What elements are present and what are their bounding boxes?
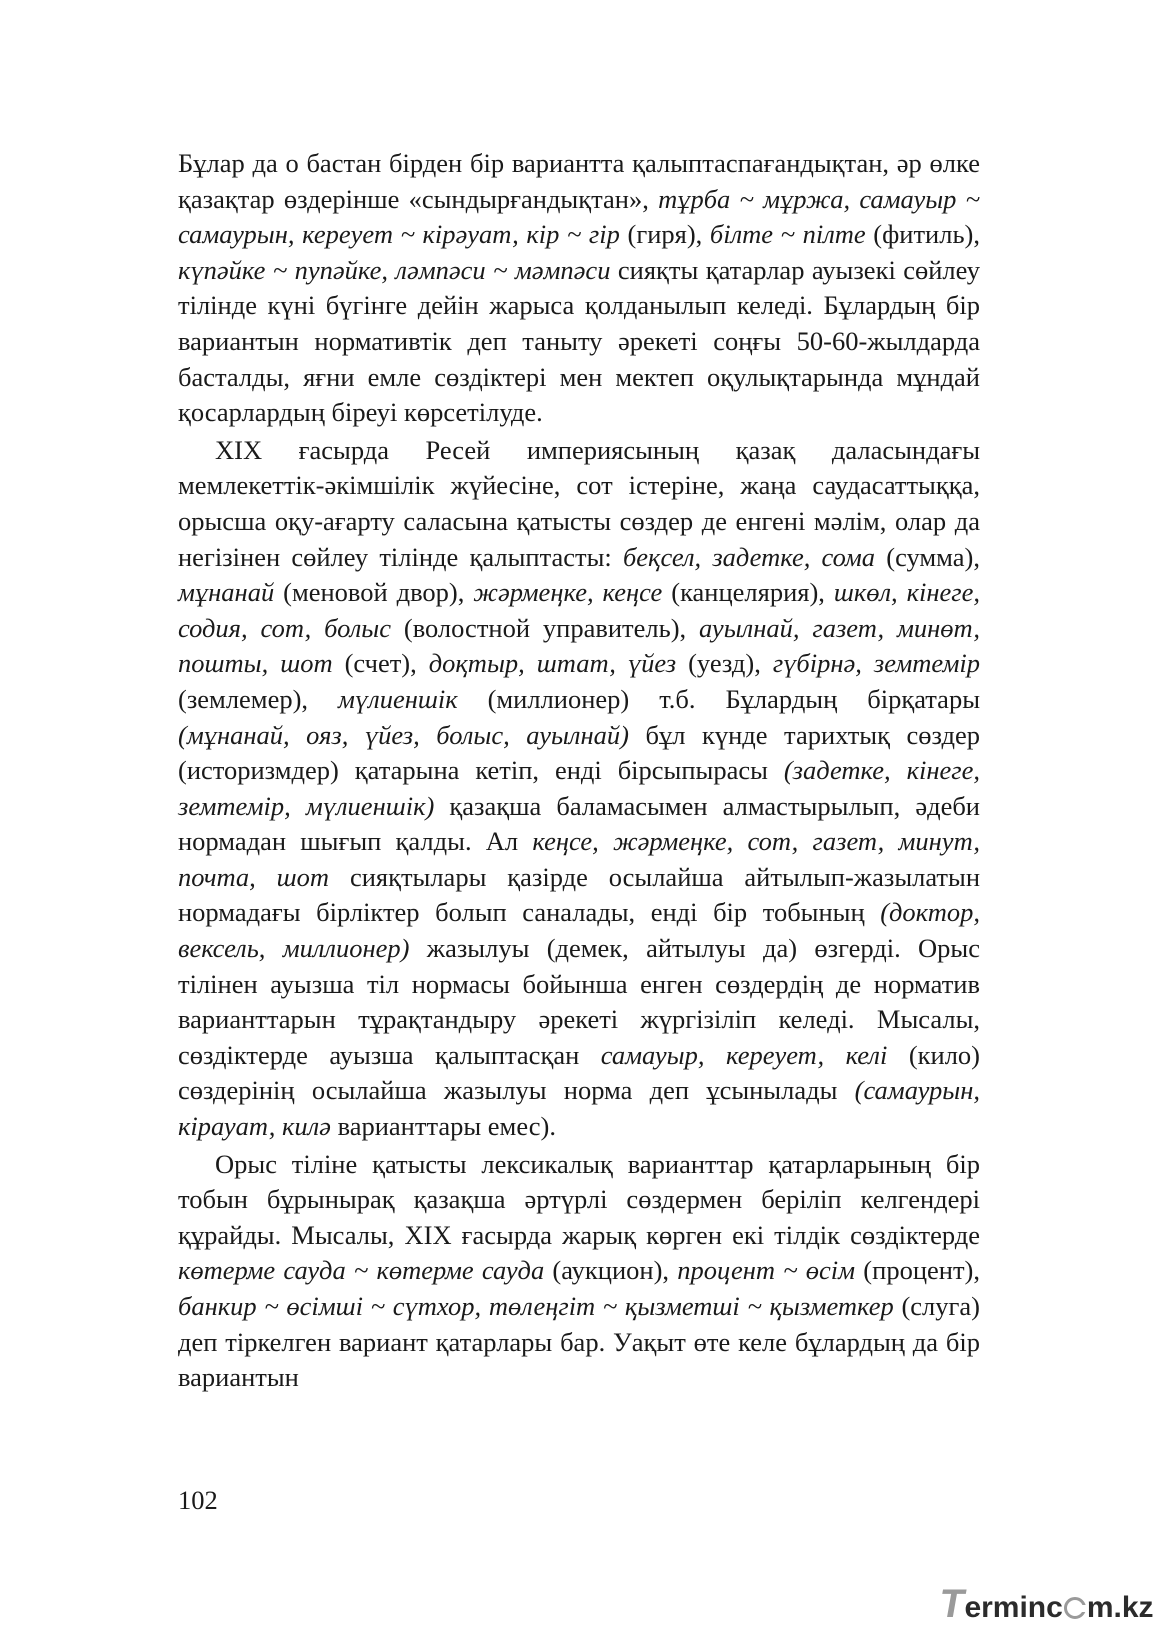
- paragraph: [178, 433, 980, 1145]
- text-segment: (миллионер) т.б. Бұлардың бірқатары: [457, 683, 981, 714]
- italic-text-segment: білте ~ пілте: [709, 219, 866, 250]
- text-segment: варианттары емес).: [330, 1111, 556, 1142]
- watermark-o-ring-icon: [1064, 1597, 1086, 1619]
- page-number: 102: [178, 1485, 218, 1515]
- text-segment: (канцелярия),: [662, 577, 834, 608]
- text-segment: (фитиль),: [865, 219, 981, 250]
- italic-text-segment: мұнанай: [178, 577, 275, 608]
- paragraph: [178, 146, 980, 431]
- watermark-t-letter: T: [936, 1582, 969, 1626]
- italic-text-segment: гүбірнә, земтемір: [772, 648, 980, 679]
- italic-text-segment: шкөл, кінеге, содия, сот, болыс: [178, 577, 980, 643]
- text-segment: (гиря),: [619, 219, 710, 250]
- italic-text-segment: (мұнанай, ояз, үйез, болыс, ауылнай): [178, 719, 629, 750]
- text-segment: (землемер),: [178, 683, 338, 714]
- italic-text-segment: процент ~ өсім: [677, 1255, 856, 1286]
- text-segment: (уезд),: [676, 648, 773, 679]
- text-segment: қазақша баламасымен алмастырылып, әдеби нормадан шығып қалды. Ал: [178, 790, 980, 857]
- text-segment: XIX ғасырда Ресей империясының қазақ даласындағы мемлекеттік-әкімшілік жүйесіне, сот істеріне, жаңа саудасаттыққа, орысша оқу-ағарту саласына қатысты сөздер де енгені мәлім, олар да негізінен сөйлеу тілінде қалыптасты:: [178, 434, 980, 572]
- italic-text-segment: ауылнай, газет, минөт, пошты, шот: [178, 612, 980, 679]
- italic-text-segment: доқтыр, штат, үйез: [428, 648, 677, 679]
- text-segment: бұл күнде тарихтық сөздер (историзмдер) қатарына кетіп, енді бірсыпырасы: [178, 719, 981, 786]
- italic-text-segment: (доктор, вексель, миллионер): [178, 897, 980, 964]
- italic-text-segment: беқсел, задетке, сома: [622, 541, 876, 572]
- text-segment: (меновой двор),: [274, 577, 474, 608]
- text-segment: (волостной управитель),: [390, 612, 700, 643]
- page-body: [178, 146, 980, 1396]
- text-segment: (слуга) деп тіркелген вариант қатарлары бар. Уақыт өте келе бұлардың да бір вариантын: [178, 1291, 980, 1393]
- text-segment: (процент),: [855, 1255, 980, 1286]
- text-segment: (аукцион),: [544, 1255, 678, 1286]
- text-segment: Бұлар да о бастан бірден бір вариантта қалыптаспағандықтан, әр өлке қазақтар өздерінше «сындырғандықтан»,: [178, 148, 980, 214]
- italic-text-segment: кеңсе, жәрмеңке, сот, газет, минут, почта, шот: [178, 826, 980, 892]
- text-segment: сияқты қатарлар ауызекі сөйлеу тілінде күні бүгінге дейін жарыса қолданылып келеді. Бұлардың бір вариантын нормативтік деп таныту әрекеті соңғы 50-60-жылдарда басталды, яғни емле сөздіктері мен мектеп оқулықтарында мұндай қосарлардың біреуі көрсетілуде.: [178, 254, 980, 428]
- text-segment: (сумма),: [875, 541, 980, 572]
- text-segment: (счет),: [332, 648, 429, 679]
- italic-text-segment: мүлиеншік: [338, 683, 458, 714]
- italic-text-segment: банкир ~ өсімші ~ сүтхор, төлеңгіт ~ қызметші ~ қызметкер: [178, 1291, 894, 1321]
- text-segment: Орыс тіліне қатысты лексикалық варианттар қатарларының бір тобын бұрынырақ қазақша әртүрлі сөздермен беріліп келгендері құрайды. Мысалы, XIX ғасырда жарық көрген екі тілдік сөздіктерде: [178, 1148, 980, 1250]
- watermark-text-part2: m.kz: [1086, 1591, 1154, 1624]
- text-segment: жазылуы (демек, айтылуы да) өзгерді. Орыс тілінен ауызша тіл нормасы бойынша енген сөздердің де норматив варианттарын тұрақтандыру әрекеті жүргізіліп келеді. Мысалы, сөздіктерде ауызша қалыптасқан: [178, 933, 980, 1070]
- paragraph: [178, 1147, 980, 1396]
- italic-text-segment: тұрба ~ мұржа, самауыр ~ самаурын, кереует ~ кірәуат, кір ~ гір: [178, 183, 980, 250]
- watermark-text-part1: erminc: [964, 1591, 1063, 1624]
- italic-text-segment: (самаурын, кірауат, килә: [178, 1075, 980, 1142]
- italic-text-segment: жәрмеңке, кеңсе: [473, 577, 663, 608]
- italic-text-segment: (задетке, кінеге, земтемір, мүлиеншік): [178, 755, 980, 821]
- italic-text-segment: күпәйке ~ пупәйке, ләмпәси ~ мәмпәси: [178, 254, 611, 285]
- text-segment: сияқтылары қазірде осылайша айтылып-жазылатын нормадағы бірліктер болып саналады, енді бір тобының: [178, 861, 980, 928]
- italic-text-segment: самауыр, кереует, келі: [600, 1039, 888, 1070]
- italic-text-segment: көтерме сауда ~ көтерме сауда: [178, 1255, 545, 1286]
- text-segment: (кило) сөздерінің осылайша жазылуы норма деп ұсынылады: [178, 1039, 980, 1106]
- termincom-watermark-logo: [936, 1581, 1154, 1627]
